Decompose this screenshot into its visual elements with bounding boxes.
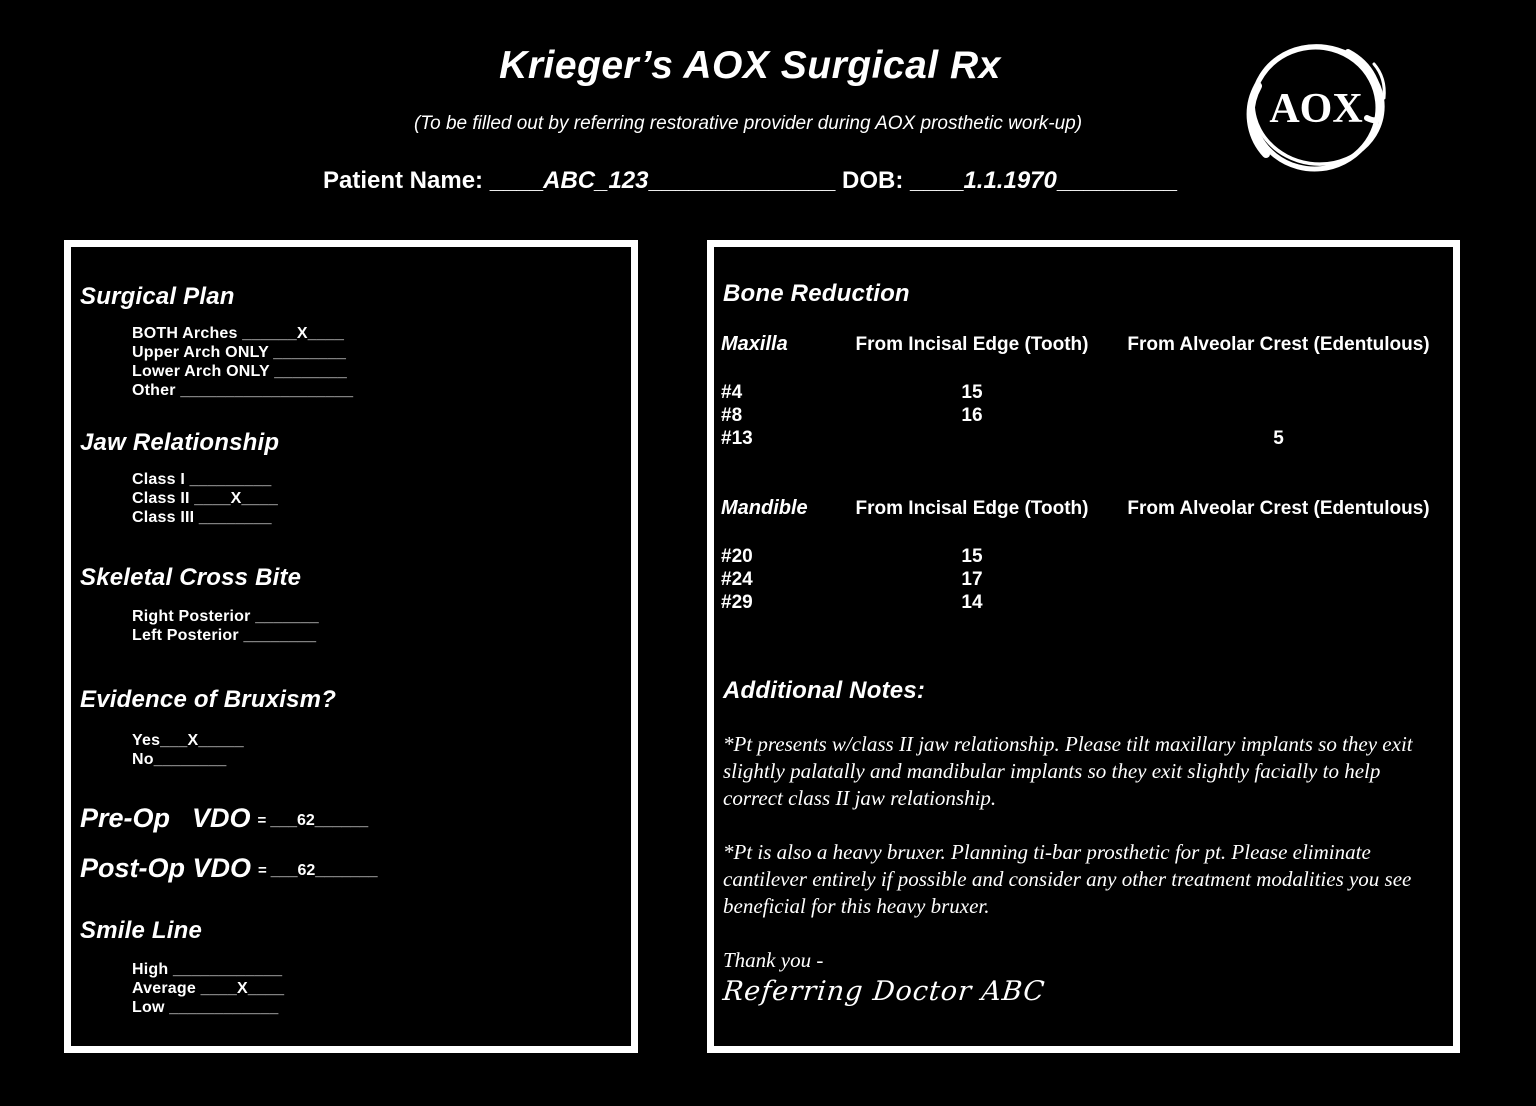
maxilla-row1-incisal: 15	[961, 382, 983, 403]
patient-name-label: Patient Name:	[323, 167, 484, 194]
mandible-header-row	[714, 497, 1453, 520]
option-lower-arch-only: Lower Arch ONLY ________	[132, 363, 347, 380]
patient-name-blank-pre: ____	[483, 167, 544, 194]
option-smile-average: Average ____X____	[132, 980, 285, 997]
table-row	[721, 545, 1446, 568]
post-op-vdo-line	[71, 853, 631, 884]
maxilla-col-incisal-header: From Incisal Edge (Tooth)	[855, 334, 1089, 355]
pre-op-equals: =	[257, 812, 267, 829]
option-both-arches: BOTH Arches ______X____	[132, 325, 345, 342]
maxilla-label: Maxilla	[721, 333, 788, 355]
right-panel	[707, 240, 1460, 1053]
mandible-label: Mandible	[721, 497, 808, 519]
maxilla-row3-alveolar: 5	[1273, 428, 1284, 449]
mandible-rows	[714, 545, 1453, 614]
option-left-posterior: Left Posterior ________	[132, 627, 317, 644]
patient-name-value: ABC_123	[543, 167, 649, 194]
bruxism-options	[71, 731, 631, 769]
post-op-label: Post-Op VDO	[80, 853, 252, 883]
bone-reduction-heading: Bone Reduction	[723, 280, 910, 307]
mandible-row3-incisal: 14	[961, 592, 983, 613]
option-bruxism-no: No________	[132, 751, 227, 768]
page-subtitle: (To be filled out by referring restorative provider during AOX prosthetic work-up)	[413, 113, 1083, 134]
mandible-row3-tooth: #29	[721, 592, 753, 613]
pre-op-label: Pre-Op	[80, 803, 171, 833]
mandible-col-alveolar-header: From Alveolar Crest (Edentulous)	[1127, 498, 1430, 519]
jaw-relationship-heading: Jaw Relationship	[80, 429, 280, 456]
smile-line-heading: Smile Line	[80, 917, 203, 944]
left-panel	[64, 240, 638, 1053]
table-row	[721, 427, 1446, 450]
bruxism-heading: Evidence of Bruxism?	[80, 686, 337, 713]
page-title: Krieger’s AOX Surgical Rx	[499, 44, 1001, 87]
option-right-posterior: Right Posterior _______	[132, 608, 319, 625]
post-op-equals: =	[258, 862, 267, 879]
mandible-col-incisal-header: From Incisal Edge (Tooth)	[855, 498, 1089, 519]
option-class-2: Class II ____X____	[132, 490, 278, 507]
skeletal-cross-bite-options	[71, 607, 631, 645]
option-upper-arch-only: Upper Arch ONLY ________	[132, 344, 347, 361]
note-paragraph-1: *Pt presents w/class II jaw relationship. Please tilt maxillary implants so they exit slightly palatally and mandibular implants so they exit slightly facially to help correct class II jaw relationship.	[723, 732, 1413, 810]
aox-logo-circle-icon	[1236, 24, 1400, 188]
dob-blank-pre: ____	[903, 167, 964, 194]
option-bruxism-yes: Yes___X_____	[132, 732, 244, 749]
referring-doctor-signature: Referring Doctor ABC	[721, 976, 1047, 1007]
surgical-plan-options	[71, 324, 631, 400]
post-op-vdo-value: ___62_______	[270, 862, 378, 879]
maxilla-row2-incisal: 16	[961, 405, 983, 426]
mandible-row1-tooth: #20	[721, 546, 753, 567]
maxilla-rows	[714, 381, 1453, 450]
pre-op-vdo-label: VDO	[192, 803, 251, 833]
dob-label: DOB:	[842, 167, 904, 194]
aox-logo	[1236, 24, 1400, 188]
table-row	[721, 404, 1446, 427]
maxilla-header-row	[714, 333, 1453, 356]
additional-notes-body	[714, 731, 1435, 974]
additional-notes-heading: Additional Notes:	[723, 677, 926, 704]
mandible-row2-incisal: 17	[961, 569, 983, 590]
table-row	[721, 381, 1446, 404]
maxilla-row1-tooth: #4	[721, 382, 743, 403]
note-paragraph-2: *Pt is also a heavy bruxer. Planning ti-bar prosthetic for pt. Please eliminate cantilever entirely if possible and consider any other treatment modalities you see beneficial for this heavy bruxer.	[723, 840, 1412, 918]
option-smile-low: Low ____________	[132, 999, 279, 1016]
option-class-1: Class I _________	[132, 471, 272, 488]
mandible-row2-tooth: #24	[721, 569, 753, 590]
option-smile-high: High ____________	[132, 961, 283, 978]
option-other: Other ___________________	[132, 382, 354, 399]
maxilla-row3-tooth: #13	[721, 428, 753, 449]
skeletal-cross-bite-heading: Skeletal Cross Bite	[80, 564, 302, 591]
smile-line-options	[71, 960, 631, 1017]
surgical-plan-heading: Surgical Plan	[80, 283, 235, 310]
note-closing: Thank you -	[723, 948, 824, 972]
mandible-row1-incisal: 15	[961, 546, 983, 567]
patient-name-blank-post: ______________	[648, 167, 843, 194]
jaw-relationship-options	[71, 470, 631, 527]
pre-op-vdo-value: ___62______	[270, 812, 369, 829]
table-row	[721, 568, 1446, 591]
pre-op-vdo-line	[71, 803, 631, 834]
maxilla-row2-tooth: #8	[721, 405, 743, 426]
aox-logo-text: AOX	[1269, 86, 1363, 132]
option-class-3: Class III ________	[132, 509, 272, 526]
dob-value: 1.1.1970	[963, 167, 1057, 194]
table-row	[721, 591, 1446, 614]
maxilla-col-alveolar-header: From Alveolar Crest (Edentulous)	[1127, 334, 1430, 355]
dob-blank-post: _________	[1056, 167, 1177, 194]
